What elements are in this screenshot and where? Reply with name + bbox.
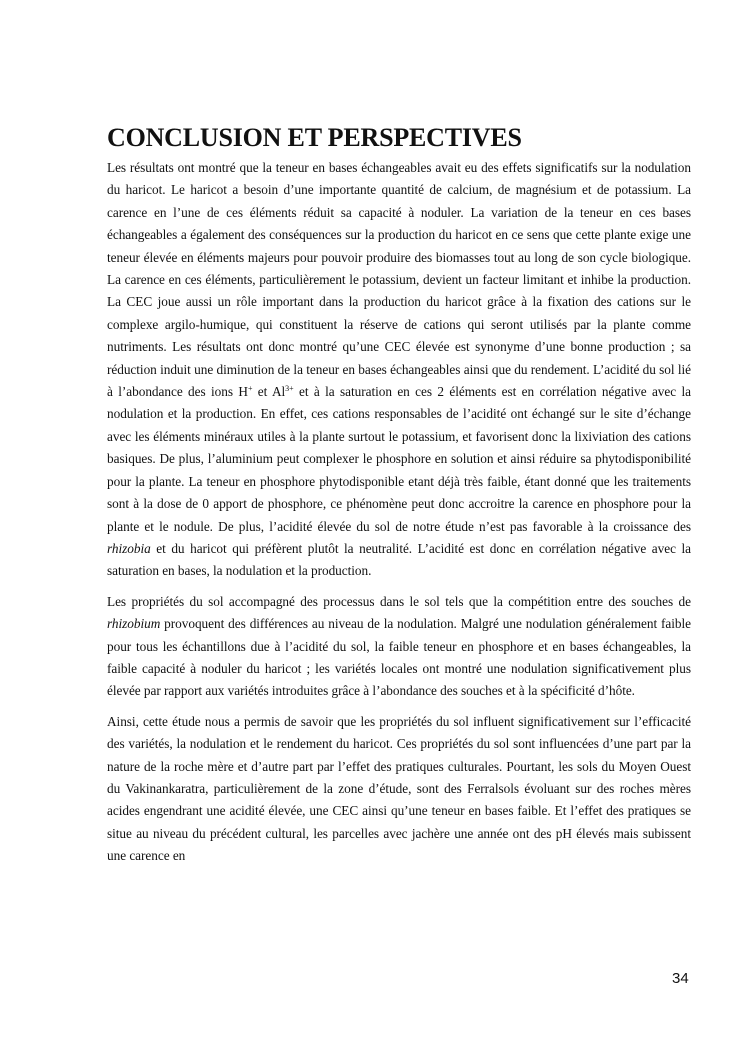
paragraph-2-text-a: Les propriétés du sol accompagné des processus dans le sol tels que la compétition entre des souches de <box>107 593 691 609</box>
page-number: 34 <box>672 970 689 987</box>
paragraph-1-text-b: et Al <box>252 384 286 400</box>
page-content <box>107 121 691 876</box>
italic-rhizobia: rhizobia <box>107 540 151 556</box>
italic-rhizobium: rhizobium <box>107 616 161 632</box>
superscript-al-charge: 3+ <box>285 384 294 394</box>
page-title: CONCLUSION ET PERSPECTIVES <box>107 123 522 152</box>
superscript-h-charge: + <box>247 384 253 394</box>
paragraph-2-text-b: provoquent des différences au niveau de la nodulation. Malgré une nodulation généralement faible pour tous les échantillons due à l’acidité du sol, la faible teneur en phosphore et en bases échangeables, la faible capacité à noduler du haricot ; les variétés locales ont montré une nodulation significativement plus élevée par rapport aux variétés introduites grâce à l’abondance des souches et à la spécificité d’hôte. <box>107 616 691 699</box>
paragraph-1-text-c: et à la saturation en ces 2 éléments est en corrélation négative avec la nodulation et la production. En effet, ces cations responsables de l’acidité ont échangé sur le site d’échange avec les éléments minéraux utiles à la plante surtout le potassium, et favorisent donc la lixiviation des cations basiques. De plus, l’aluminium peut complexer le phosphore en solution et ainsi réduire sa phytodisponibilité pour la plante. La teneur en phosphore phytodisponible etant déjà très faible, étant donné que les traitements sont à la dose de 0 apport de phosphore, ce phénomène peut donc accroitre la carence en phosphore pour la plante et le nodule. De plus, l’acidité élevée du sol de notre étude n’est pas favorable à la croissance des <box>107 384 691 534</box>
paragraph-1-text-a: Les résultats ont montré que la teneur en bases échangeables avait eu des effets significatifs sur la nodulation du haricot. Le haricot a besoin d’une importante quantité de calcium, de magnésium et de potassium. La carence en l’une de ces éléments réduit sa capacité à noduler. La variation de la teneur en ces bases échangeables a également des conséquences sur la production du haricot en ce sens que cette plante exige une teneur élevée en éléments majeurs pour pouvoir produire des biomasses tout au long de son cycle biologique. La carence en ces éléments, particulièrement le potassium, devient un facteur limitant et inhibe la production. La CEC joue aussi un rôle important dans la production du haricot grâce à la fixation des cations sur le complexe argilo-humique, qui constituent la réserve de cations qui seront utilisés par la plante comme nutriments. Les résultats ont donc montré qu’une CEC élevée est synonyme d’une bonne production ; sa réduction induit une diminution de la teneur en bases échangeables ainsi que du rendement. L’acidité du sol lié à l’abondance des ions H <box>107 160 691 400</box>
paragraph-1 <box>107 157 691 583</box>
paragraph-3: Ainsi, cette étude nous a permis de savoir que les propriétés du sol influent significativement sur l’efficacité des variétés, la nodulation et le rendement du haricot. Ces propriétés du sol sont influencées d’une part par la nature de la roche mère et d’autre part par l’effet des pratiques culturales. Pourtant, les sols du Moyen Ouest du Vakinankaratra, particulièrement de la zone d’étude, sont des Ferralsols évoluant sur des roches mères acides engendrant une acidité élevée, une CEC ainsi qu’une teneur en bases faible. Et l’effet des pratiques se situe au niveau du précédent cultural, les parcelles avec jachère une année ont des pH élevés mais subissent une carence en <box>107 713 691 864</box>
paragraph-1-text-d: et du haricot qui préfèrent plutôt la neutralité. L’acidité est donc en corrélation négative avec la saturation en bases, la nodulation et la production. <box>107 540 691 579</box>
paragraph-2 <box>107 591 691 703</box>
